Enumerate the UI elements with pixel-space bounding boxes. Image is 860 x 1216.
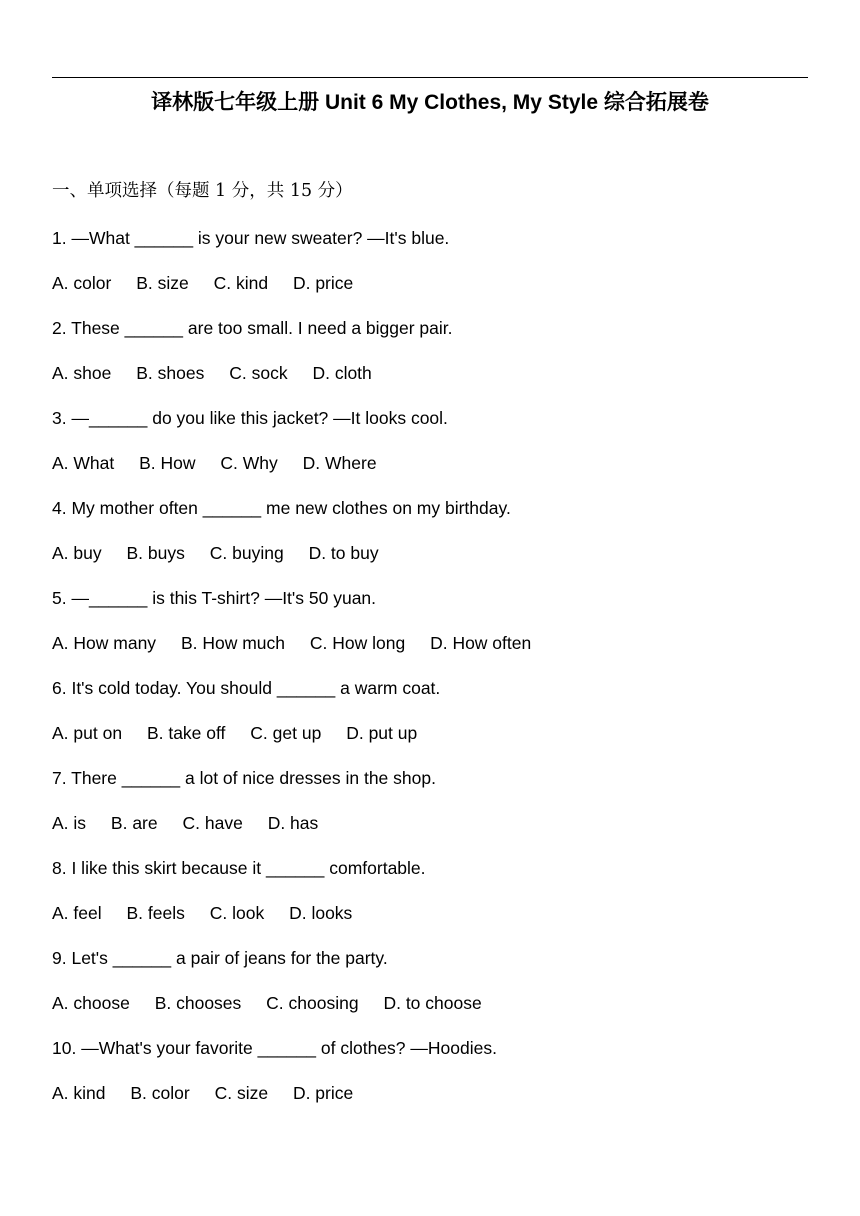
- option-b: B. How much: [180, 633, 285, 653]
- option-a: A. How many: [52, 633, 157, 653]
- option-b: B. take off: [146, 723, 226, 743]
- question-8-stem: 8. I like this skirt because it ______ comfortable.: [52, 858, 426, 878]
- question-9-options: [52, 990, 812, 1035]
- option-c: C. look: [209, 903, 265, 923]
- question-2-options: [52, 360, 812, 405]
- option-a: A. choose: [52, 993, 130, 1013]
- option-c: C. kind: [213, 273, 269, 293]
- option-a: A. feel: [52, 903, 102, 923]
- question-6-options: [52, 720, 812, 765]
- question-4-stem: 4. My mother often ______ me new clothes on my birthday.: [52, 498, 511, 518]
- question-4-options: [52, 540, 812, 585]
- option-d: D. to buy: [308, 543, 379, 563]
- question-3-options: [52, 450, 812, 495]
- option-c: C. Why: [220, 453, 278, 473]
- option-b: B. shoes: [136, 363, 205, 383]
- document-title: 译林版七年级上册 Unit 6 My Clothes, My Style 综合拓展卷: [151, 91, 709, 114]
- option-a: A. What: [52, 453, 115, 473]
- option-d: D. cloth: [312, 363, 372, 383]
- option-c: C. have: [182, 813, 243, 833]
- option-a: A. shoe: [52, 363, 112, 383]
- option-d: D. has: [267, 813, 319, 833]
- top-rule: [52, 77, 808, 78]
- option-b: B. size: [136, 273, 189, 293]
- question-9-stem: 9. Let's ______ a pair of jeans for the party.: [52, 948, 388, 968]
- question-5-options: [52, 630, 812, 675]
- option-c: C. buying: [209, 543, 284, 563]
- question-5-stem: 5. —______ is this T-shirt? —It's 50 yuan.: [52, 588, 377, 608]
- option-c: C. get up: [250, 723, 322, 743]
- option-a: A. kind: [52, 1083, 106, 1103]
- option-c: C. sock: [229, 363, 288, 383]
- option-d: D. Where: [302, 453, 377, 473]
- question-1-stem: 1. —What ______ is your new sweater? —It's blue.: [52, 228, 450, 248]
- option-c: C. How long: [309, 633, 406, 653]
- option-d: D. How often: [430, 633, 532, 653]
- option-d: D. looks: [289, 903, 353, 923]
- question-10-stem: 10. —What's your favorite ______ of clothes? —Hoodies.: [52, 1038, 497, 1058]
- option-c: C. size: [214, 1083, 269, 1103]
- question-2-stem: 2. These ______ are too small. I need a bigger pair.: [52, 318, 453, 338]
- option-d: D. to choose: [383, 993, 482, 1013]
- option-c: C. choosing: [266, 993, 359, 1013]
- option-b: B. are: [110, 813, 158, 833]
- question-8-options: [52, 900, 812, 945]
- section-heading: 一、单项选择（每题 1 分，共 15 分）: [52, 181, 353, 201]
- option-a: A. color: [52, 273, 112, 293]
- option-a: A. buy: [52, 543, 102, 563]
- option-d: D. price: [292, 1083, 354, 1103]
- question-1-options: [52, 270, 812, 315]
- option-a: A. put on: [52, 723, 123, 743]
- option-d: D. put up: [346, 723, 418, 743]
- option-b: B. chooses: [154, 993, 242, 1013]
- question-list: [52, 225, 812, 1125]
- option-d: D. price: [292, 273, 354, 293]
- question-7-options: [52, 810, 812, 855]
- option-b: B. How: [139, 453, 196, 473]
- question-7-stem: 7. There ______ a lot of nice dresses in the shop.: [52, 768, 436, 788]
- question-10-options: [52, 1080, 812, 1125]
- option-a: A. is: [52, 813, 87, 833]
- question-3-stem: 3. —______ do you like this jacket? —It looks cool.: [52, 408, 448, 428]
- option-b: B. color: [130, 1083, 190, 1103]
- option-b: B. feels: [126, 903, 185, 923]
- option-b: B. buys: [126, 543, 185, 563]
- question-6-stem: 6. It's cold today. You should ______ a warm coat.: [52, 678, 441, 698]
